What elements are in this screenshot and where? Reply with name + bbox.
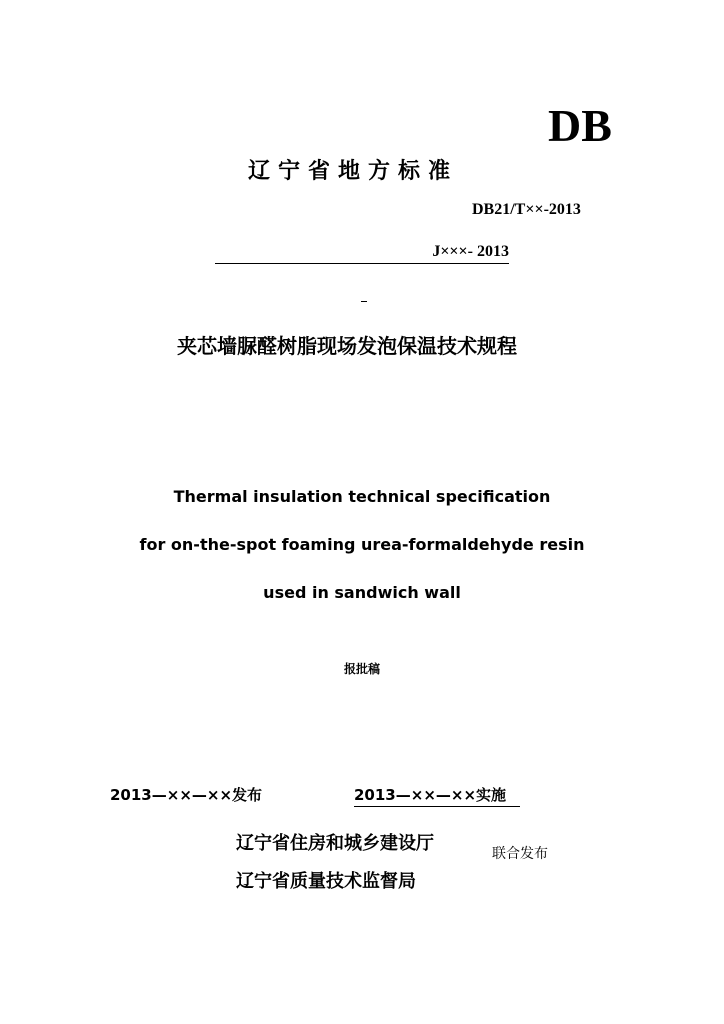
chinese-title: 夹芯墙脲醛树脂现场发泡保温技术规程 <box>177 334 517 358</box>
english-title-line-1: Thermal insulation technical specification <box>173 487 551 506</box>
publisher-department-1: 辽宁省住房和城乡建设厅 <box>236 833 434 854</box>
publisher-department-2: 辽宁省质量技术监督局 <box>236 871 416 892</box>
english-title-line-3: used in sandwich wall <box>263 583 461 602</box>
implement-date: 2013—××—××实施 <box>354 784 520 807</box>
organization-title: 辽宁省地方标准 <box>248 159 459 184</box>
joint-publish-label: 联合发布 <box>492 846 548 862</box>
english-title-line-2: for on-the-spot foaming urea-formaldehyde resin <box>139 535 585 554</box>
record-number-line <box>215 242 509 264</box>
separator-mark <box>361 301 367 302</box>
record-number: J×××- 2013 <box>432 243 509 260</box>
standard-number: DB21/T××-2013 <box>472 201 581 218</box>
db-standard-mark: DB <box>548 100 612 151</box>
draft-status: 报批稿 <box>343 662 380 676</box>
publish-date: 2013—××—××发布 <box>110 786 263 804</box>
